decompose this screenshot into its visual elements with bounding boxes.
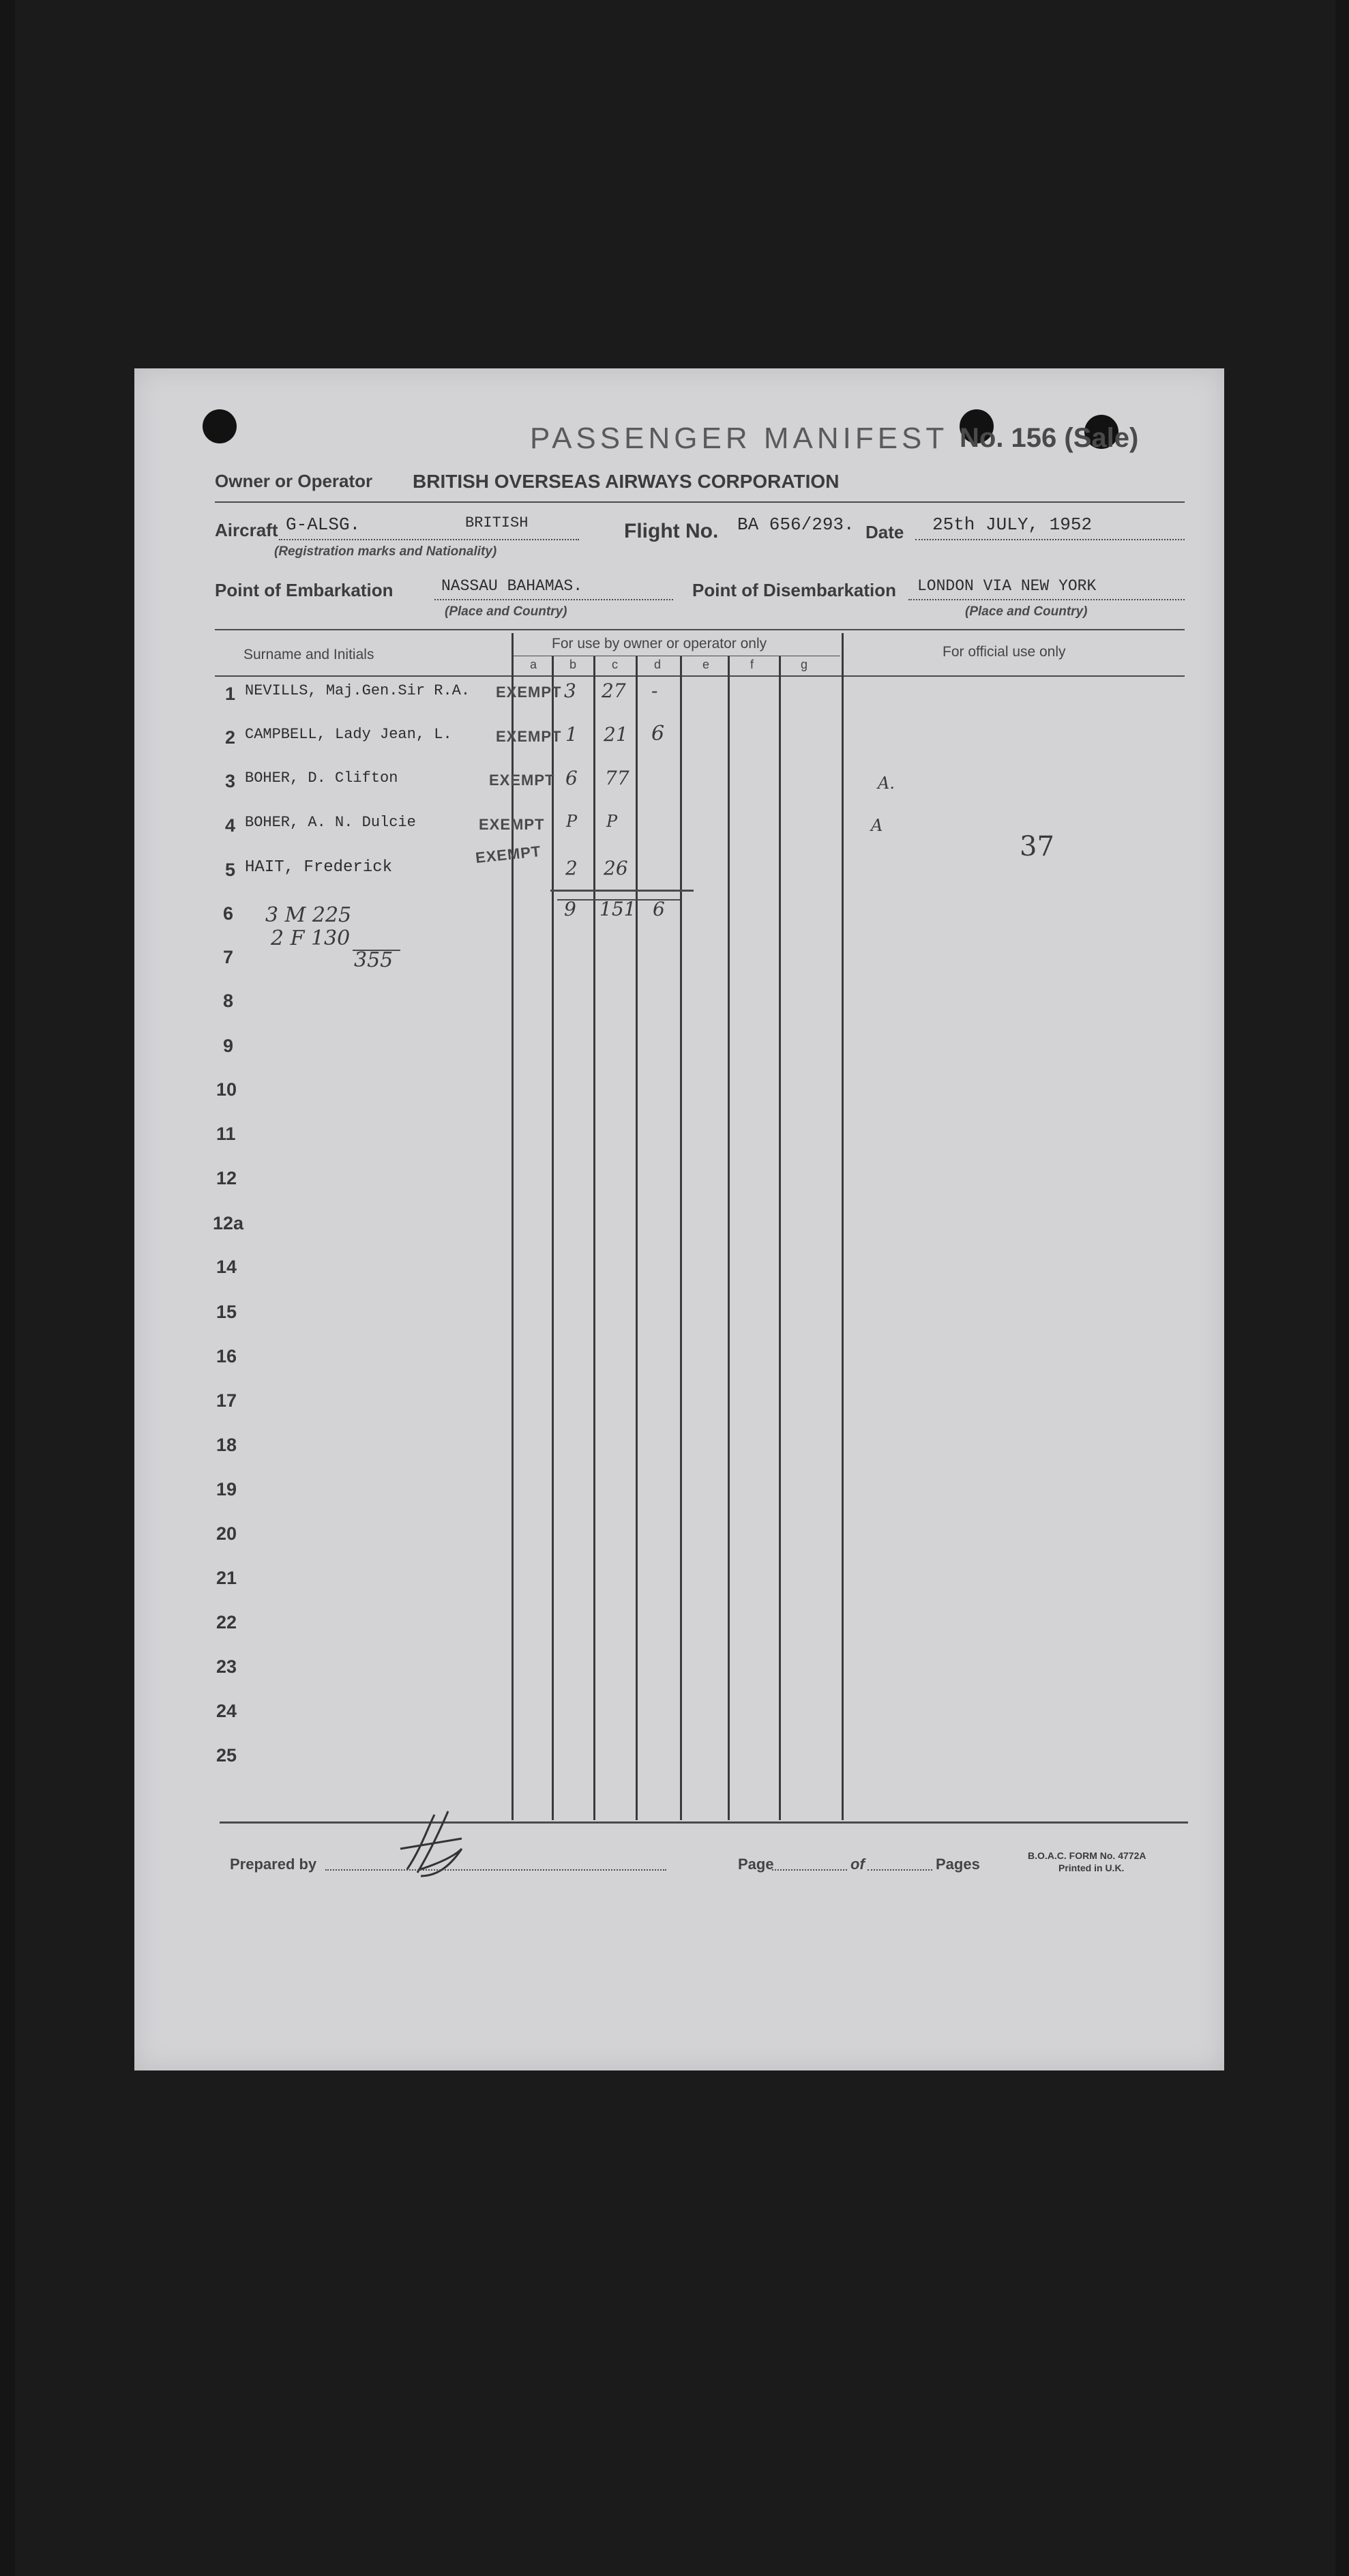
row-number: 6 [223,903,234,924]
passenger-name: BOHER, A. N. Dulcie [245,814,416,831]
embarkation-caption: (Place and Country) [445,604,567,619]
flight-label: Flight No. [624,520,719,542]
aircraft-caption: (Registration marks and Nationality) [274,544,497,559]
header-col-f: f [750,658,754,671]
header-col-g: g [801,658,808,671]
margin-number: 37 [1020,831,1054,862]
total-line [550,890,694,892]
table-bottom-line [220,1821,1188,1824]
tally-line-1: 3 M 225 [265,903,352,927]
tally-line-2: 2 F 130 [271,926,351,950]
pages-line [868,1869,932,1871]
col-c-value: 26 [604,857,628,879]
row-number: 21 [216,1568,237,1588]
column-divider [512,633,514,1820]
embarkation-line [434,599,673,600]
signature-mark [380,1808,482,1883]
exempt-stamp: EXEMPT [496,684,562,701]
col-c-value: 77 [605,767,629,789]
row-number: 23 [216,1656,237,1677]
row-number: 5 [225,860,236,880]
row-number: 22 [216,1612,237,1633]
row-number: 20 [216,1523,237,1544]
col-b-value: P [566,812,578,831]
row-number: 16 [216,1346,237,1366]
aircraft-value: G-ALSG. [286,514,361,535]
row-number: 10 [216,1079,237,1100]
col-b-value: 6 [565,767,578,789]
column-divider [552,656,554,1820]
aircraft-label: Aircraft [215,520,278,540]
col-d-value: 6 [651,722,665,746]
date-line [915,539,1185,540]
col-c-value: P [606,812,618,831]
embarkation-value: NASSAU BAHAMAS. [441,577,583,595]
column-divider [842,633,844,1820]
form-reference: B.O.A.C. FORM No. 4772A [1028,1850,1146,1861]
total-d: 6 [653,898,665,920]
row-number: 24 [216,1701,237,1721]
official-mark: A [871,816,883,835]
passenger-name: HAIT, Frederick [245,858,393,877]
header-col-b: b [569,658,577,671]
row-number: 9 [223,1036,234,1056]
header-surname: Surname and Initials [243,647,374,662]
date-label: Date [865,522,904,542]
table-header-line [215,675,1185,677]
passenger-name: CAMPBELL, Lady Jean, L. [245,726,452,743]
owner-value: BRITISH OVERSEAS AIRWAYS CORPORATION [413,471,840,492]
passenger-name: NEVILLS, Maj.Gen.Sir R.A. [245,682,471,699]
row-number: 17 [216,1390,237,1411]
embarkation-label: Point of Embarkation [215,580,394,600]
total-c: 151 [599,898,636,920]
row-number: 8 [223,991,234,1011]
row-number: 25 [216,1745,237,1766]
row-number: 12 [216,1168,237,1188]
passenger-name: BOHER, D. Clifton [245,770,398,787]
aircraft-nationality: BRITISH [465,514,529,531]
form-number: No. 156 (Sale) [960,423,1139,453]
aircraft-line [279,539,579,540]
date-value: 25th JULY, 1952 [932,514,1093,535]
row-number: 11 [216,1124,236,1144]
header-col-d: d [654,658,662,671]
page-label: Page [738,1856,774,1873]
exempt-stamp: EXEMPT [474,843,542,866]
col-b-value: 3 [564,679,576,702]
row-number: 1 [225,684,236,704]
row-number: 14 [216,1257,237,1277]
row-number: 2 [225,727,236,748]
prepared-by-label: Prepared by [230,1856,317,1873]
disembarkation-caption: (Place and Country) [965,604,1088,619]
flight-value: BA 656/293. [737,514,855,535]
exempt-stamp: EXEMPT [489,772,555,789]
disembarkation-value: LONDON VIA NEW YORK [917,577,1097,595]
column-divider [593,656,595,1820]
column-divider [680,656,682,1820]
official-mark: A. [878,774,895,793]
pages-label: Pages [936,1856,980,1873]
divider [215,501,1185,503]
row-number: 12a [213,1213,244,1233]
disembarkation-line [908,599,1185,600]
col-b-value: 1 [565,723,578,746]
col-b-value: 2 [565,857,578,879]
disembarkation-label: Point of Disembarkation [692,580,897,600]
column-divider [728,656,730,1820]
row-number: 3 [225,771,236,791]
row-number: 15 [216,1302,237,1322]
owner-label: Owner or Operator [215,471,373,491]
punch-hole [203,409,237,443]
col-d-value: - [651,679,658,702]
row-number: 4 [225,815,236,836]
header-owner-use: For use by owner or operator only [552,636,767,652]
row-number: 18 [216,1435,237,1455]
total-b: 9 [564,898,576,920]
manifest-sheet [134,368,1224,2070]
column-divider [779,656,781,1820]
prepared-by-line [325,1869,666,1871]
header-col-c: c [612,658,618,671]
of-label: of [850,1856,865,1873]
header-col-a: a [530,658,537,671]
header-col-e: e [702,658,710,671]
header-official-use: For official use only [943,644,1066,660]
page-line [772,1869,847,1871]
row-number: 19 [216,1479,237,1499]
exempt-stamp: EXEMPT [479,816,545,833]
row-number: 7 [223,947,234,967]
column-divider [636,656,638,1820]
exempt-stamp: EXEMPT [496,728,562,745]
col-c-value: 27 [602,679,626,702]
tally-total: 355 [354,948,394,972]
printed-in: Printed in U.K. [1058,1862,1125,1873]
col-c-value: 21 [604,723,628,746]
page-title: PASSENGER MANIFEST [530,422,949,455]
table-top-line [215,629,1185,630]
